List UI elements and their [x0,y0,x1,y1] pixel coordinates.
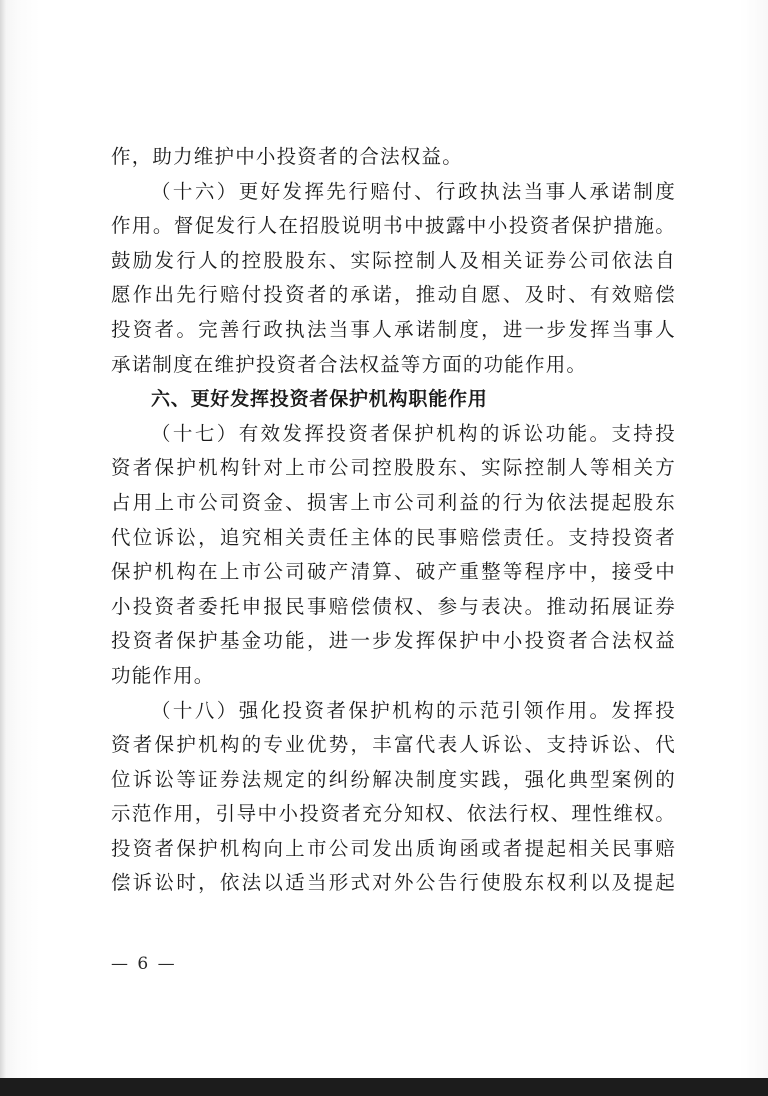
document-body [111,140,676,901]
text-line-13: 保护机构在上市公司破产清算、破产重整等程序中，接受中 [111,560,676,584]
text-line-10: 资者保护机构针对上市公司控股股东、实际控制人等相关方 [111,456,676,480]
text-line-6: 投资者。完善行政执法当事人承诺制度，进一步发挥当事人 [111,317,676,341]
text-line-5: 愿作出先行赔付投资者的承诺，推动自愿、及时、有效赔偿 [111,283,676,307]
text-line-3: 作用。督促发行人在招股说明书中披露中小投资者保护措施。 [111,214,676,238]
page-left-shadow [0,0,6,1096]
text-line-12: 代位诉讼，追究相关责任主体的民事赔偿责任。支持投资者 [111,525,676,549]
text-line-1: 作，助力维护中小投资者的合法权益。 [111,145,463,168]
text-line-21: 投资者保护机构向上市公司发出质询函或者提起相关民事赔 [111,836,676,860]
section-heading: 六、更好发挥投资者保护机构职能作用 [151,388,488,411]
text-line-4: 鼓励发行人的控股股东、实际控制人及相关证券公司依法自 [111,248,676,272]
text-line-7: 承诺制度在维护投资者合法权益等方面的功能作用。 [111,352,588,376]
page-number: — 6 — [111,954,177,974]
text-line-14: 小投资者委托申报民事赔偿债权、参与表决。推动拓展证券 [111,594,676,618]
text-line-2: （十六）更好发挥先行赔付、行政执法当事人承诺制度 [151,179,676,203]
text-line-16: 功能作用。 [111,663,215,687]
text-line-22: 偿诉讼时，依法以适当形式对外公告行使股东权利以及提起 [111,871,676,895]
text-line-17: （十八）强化投资者保护机构的示范引领作用。发挥投 [151,698,676,722]
text-line-9: （十七）有效发挥投资者保护机构的诉讼功能。支持投 [151,421,676,445]
text-line-20: 示范作用，引导中小投资者充分知权、依法行权、理性维权。 [111,802,676,826]
text-line-11: 占用上市公司资金、损害上市公司利益的行为依法提起股东 [111,490,676,514]
bottom-dark-bar [0,1078,768,1096]
text-line-19: 位诉讼等证券法规定的纠纷解决制度实践，强化典型案例的 [111,767,676,791]
text-line-18: 资者保护机构的专业优势，丰富代表人诉讼、支持诉讼、代 [111,733,676,757]
text-line-15: 投资者保护基金功能，进一步发挥保护中小投资者合法权益 [111,629,676,653]
